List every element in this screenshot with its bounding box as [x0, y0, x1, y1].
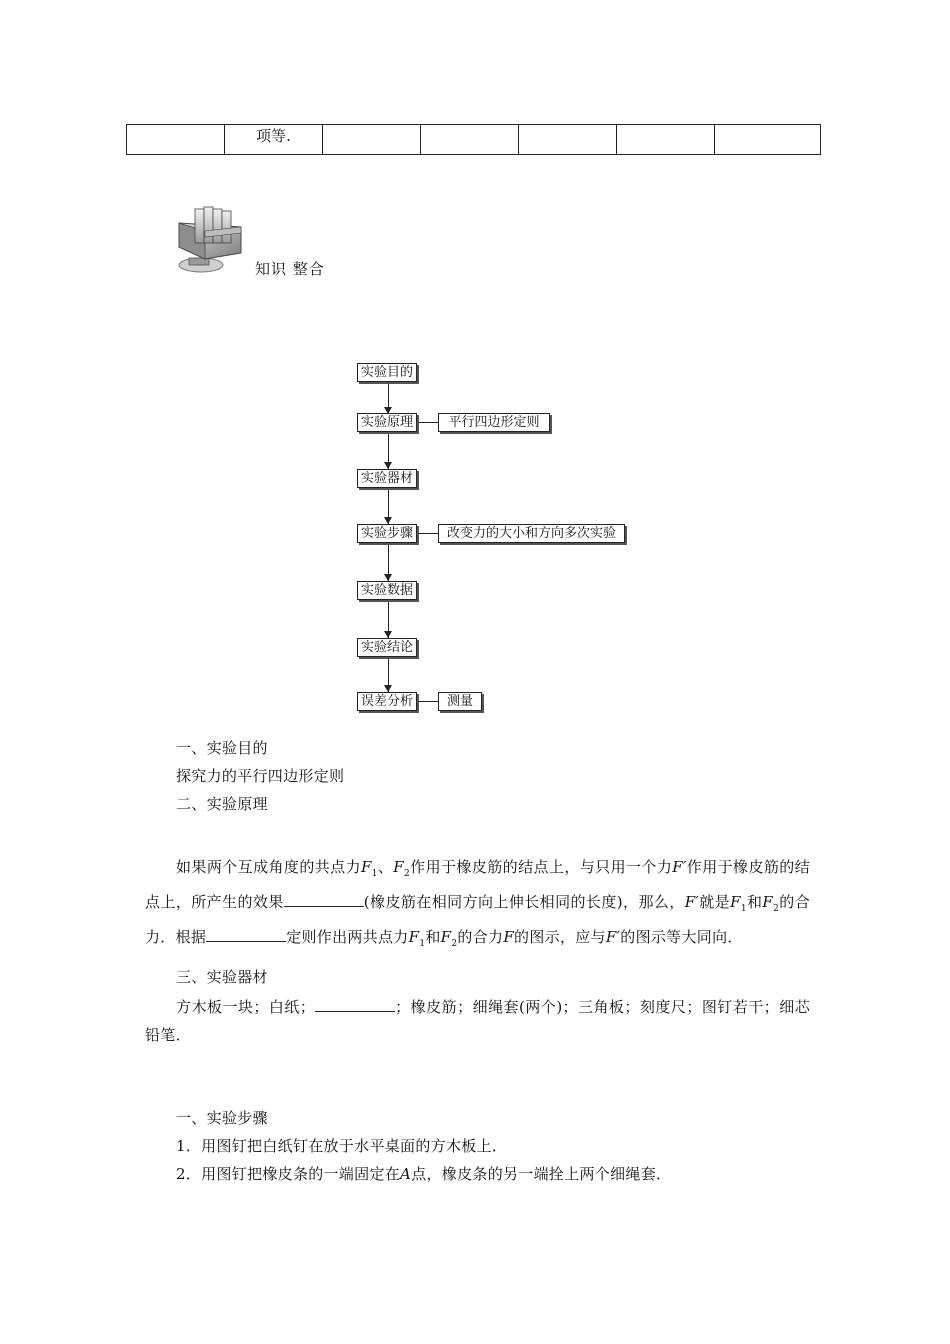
heading-procedure: 一、实验步骤: [176, 1109, 268, 1127]
flow-note-principle: 平行四边形定则: [438, 413, 550, 432]
table-cell: [127, 125, 225, 155]
table-cell: [421, 125, 519, 155]
table-row: [127, 125, 821, 155]
procedure-step-2: 2．用图钉把橡皮条的一端固定在A点，橡皮条的另一端拴上两个细绳套．: [176, 1165, 672, 1183]
flow-note-error: 测量: [438, 692, 482, 711]
arrow-down-icon: [384, 462, 392, 469]
section-title: 知识 整合: [255, 260, 325, 278]
procedure-step-1: 1．用图钉把白纸钉在放于水平桌面的方木板上．: [176, 1137, 508, 1155]
fill-blank[interactable]: [315, 997, 395, 1012]
fill-blank[interactable]: [206, 927, 286, 942]
flow-note-procedure: 改变力的大小和方向多次实验: [438, 524, 625, 543]
principle-paragraph: 如果两个互成角度的共点力$F_1$、$F_2$作用于橡皮筋的结点上，与只用一个力F′作用于橡皮筋的结点上，所产生的效果 (橡皮筋在相同方向上伸长相同的长度)，那么，F′就是$F_1$和$F_2$的合力．根据 定则作出两共点力$F_1$和$F_2$的合力F的图示，应与F′的图示等大同向．: [145, 858, 811, 949]
flow-step-error: 误差分析: [357, 692, 417, 711]
purpose-text: 探究力的平行四边形定则: [176, 767, 345, 785]
table-cell: [519, 125, 617, 155]
table-cell: [225, 125, 323, 155]
table-cell: [617, 125, 715, 155]
table-cell: [323, 125, 421, 155]
flow-step-procedure: 实验步骤: [357, 524, 417, 543]
flow-step-principle: 实验原理: [357, 413, 417, 432]
bookshelf-icon: [175, 203, 253, 275]
note-connector: [418, 701, 438, 702]
flow-step-purpose: 实验目的: [357, 363, 417, 382]
arrow-down-icon: [384, 574, 392, 581]
arrow-down-icon: [384, 685, 392, 692]
flow-step-data: 实验数据: [357, 581, 417, 600]
note-connector: [418, 533, 438, 534]
heading-principle: 二、实验原理: [176, 795, 268, 813]
fill-blank[interactable]: [284, 892, 364, 907]
table-cell: [715, 125, 821, 155]
materials-paragraph: 方木板一块；白纸； ；橡皮筋；细绳套(两个)；三角板；刻度尺；图钉若干；细芯铅笔．: [145, 998, 811, 1044]
note-connector: [418, 422, 438, 423]
arrow-down-icon: [384, 631, 392, 638]
flow-step-materials: 实验器材: [357, 469, 417, 488]
top-table: [126, 124, 821, 155]
arrow-down-icon: [384, 517, 392, 524]
flow-step-conclusion: 实验结论: [357, 638, 417, 657]
heading-materials: 三、实验器材: [176, 968, 268, 986]
heading-purpose: 一、实验目的: [176, 739, 268, 757]
table-cell-text: 项等.: [256, 127, 291, 145]
